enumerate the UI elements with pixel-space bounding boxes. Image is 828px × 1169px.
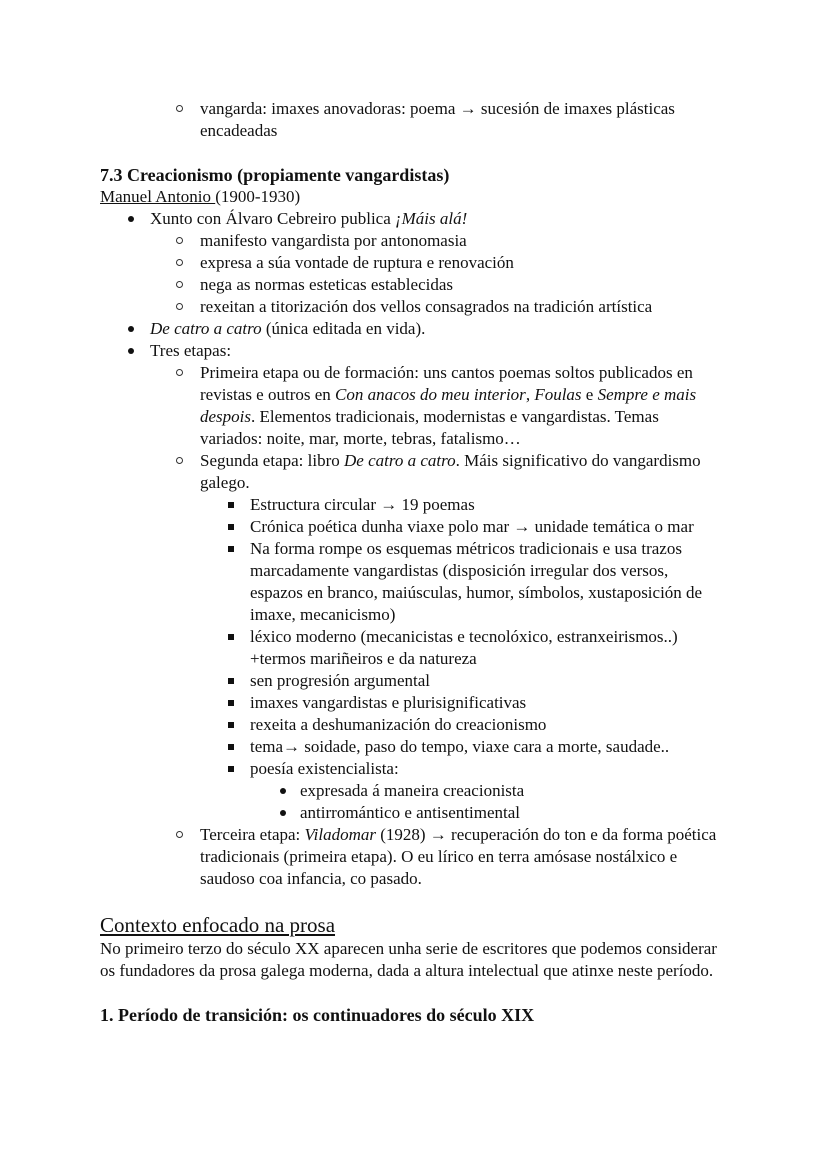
list-item (100, 516, 725, 538)
bullet-list (100, 208, 725, 890)
list-item (100, 670, 725, 692)
item-text: Primeira etapa ou de formación: uns cantos poemas soltos publicados en revistas e outros en (200, 363, 693, 404)
item-text: De catro a catro (344, 451, 456, 470)
circle-bullet-icon (172, 296, 186, 318)
item-text: . Máis significativo do vangardismo galego. (200, 451, 701, 492)
list-item (100, 780, 725, 802)
list-item (100, 736, 725, 758)
item-text: De catro a catro (150, 319, 262, 338)
item-text: Terceira etapa: (200, 825, 305, 844)
square-bullet-icon (224, 692, 238, 714)
item-text: Con anacos do meu interior (335, 385, 526, 404)
list-item (100, 538, 725, 626)
circle-bullet-icon (172, 450, 186, 472)
item-text: Foulas (534, 385, 582, 404)
disc-bullet-icon (124, 318, 138, 340)
square-bullet-icon (224, 736, 238, 758)
item-text: rexeita a deshumanización do creacionismo (250, 715, 547, 734)
item-text: manifesto vangardista por antonomasia (200, 231, 467, 250)
author-name: Manuel Antonio (100, 187, 216, 206)
author-dates: (1900-1930) (215, 187, 301, 206)
prose-paragraph: No primeiro terzo do século XX aparecen unha serie de escritores que podemos considerar os fundadores da prosa galega moderna, dada a altura intelectual que atinxe neste período. (100, 939, 717, 980)
item-text: e (581, 385, 598, 404)
item-text: imaxes vangardistas e plurisignificativas (250, 693, 527, 712)
disc-bullet-icon (124, 208, 138, 230)
list-item (100, 98, 725, 142)
item-text: Xunto con Álvaro Cebreiro publica (150, 209, 396, 228)
item-text: expresada á maneira creacionista (300, 781, 525, 800)
item-text: expresa a súa vontade de ruptura e renovación (200, 253, 514, 272)
square-bullet-icon (224, 516, 238, 538)
item-text: ¡Máis alá! (395, 209, 468, 228)
circle-bullet-icon (172, 252, 186, 274)
square-bullet-icon (224, 714, 238, 736)
list-item (100, 714, 725, 736)
list-item (100, 296, 725, 318)
disc-bullet-icon (276, 780, 290, 802)
list-item (100, 758, 725, 780)
item-text: rexeitan a titorización dos vellos consagrados na tradición artística (200, 297, 653, 316)
period-heading: 1. Período de transición: os continuadores do século XIX (100, 1005, 535, 1025)
square-bullet-icon (224, 758, 238, 780)
top-list (100, 98, 725, 142)
item-text: Estructura circular → 19 poemas (250, 495, 475, 514)
item-text: tema→ soidade, paso do tempo, viaxe cara a morte, saudade.. (250, 737, 670, 756)
item-text: Sempre e mais despois (200, 385, 697, 426)
square-bullet-icon (224, 494, 238, 516)
list-item (100, 692, 725, 714)
disc-bullet-icon (276, 802, 290, 824)
section-heading: 7.3 Creacionismo (propiamente vangardistas) (100, 165, 450, 185)
list-item (100, 494, 725, 516)
list-item (100, 362, 725, 450)
item-text: vangarda: imaxes anovadoras: poema → sucesión de imaxes plásticas encadeadas (200, 99, 675, 140)
circle-bullet-icon (172, 274, 186, 296)
list-item (100, 230, 725, 252)
item-text: antirromántico e antisentimental (300, 803, 520, 822)
square-bullet-icon (224, 626, 238, 648)
author-line (100, 186, 725, 208)
prose-heading: Contexto enfocado na prosa (100, 913, 336, 937)
item-text: nega as normas esteticas establecidas (200, 275, 454, 294)
circle-bullet-icon (172, 98, 186, 120)
item-text: Na forma rompe os esquemas métricos tradicionais e usa trazos marcadamente vangardistas (disposición irregular dos versos, espazos en branco, maiúsculas, humor, símbolos, xustaposición de imaxe, mecanicismo) (250, 539, 703, 624)
circle-bullet-icon (172, 824, 186, 846)
item-text: sen progresión argumental (250, 671, 431, 690)
list-item (100, 252, 725, 274)
square-bullet-icon (224, 670, 238, 692)
item-text: . Elementos tradicionais, modernistas e vangardistas. Temas variados: noite, mar, morte, tebras, fatalismo… (200, 407, 659, 448)
item-text: léxico moderno (mecanicistas e tecnolóxico, estranxeirismos..) +termos mariñeiros e da natureza (250, 627, 678, 668)
item-text: (1928) → recuperación do ton e da forma poética tradicionais (primeira etapa). O eu lírico en terra amósase nostálxico e saudoso coa infancia, co pasado. (200, 825, 717, 888)
list-item (100, 450, 725, 494)
list-item (100, 340, 725, 362)
document-page (100, 98, 725, 1026)
item-text: poesía existencialista: (250, 759, 399, 778)
circle-bullet-icon (172, 230, 186, 252)
item-text: Crónica poética dunha viaxe polo mar → unidade temática o mar (250, 517, 694, 536)
circle-bullet-icon (172, 362, 186, 384)
list-item (100, 208, 725, 230)
disc-bullet-icon (124, 340, 138, 362)
item-text: , (525, 385, 535, 404)
list-item (100, 802, 725, 824)
item-text: Viladomar (304, 825, 376, 844)
item-text: Tres etapas: (150, 341, 232, 360)
list-item (100, 274, 725, 296)
list-item (100, 824, 725, 890)
list-item (100, 626, 725, 670)
square-bullet-icon (224, 538, 238, 560)
list-item (100, 318, 725, 340)
item-text: (única editada en vida). (261, 319, 426, 338)
item-text: Segunda etapa: libro (200, 451, 344, 470)
